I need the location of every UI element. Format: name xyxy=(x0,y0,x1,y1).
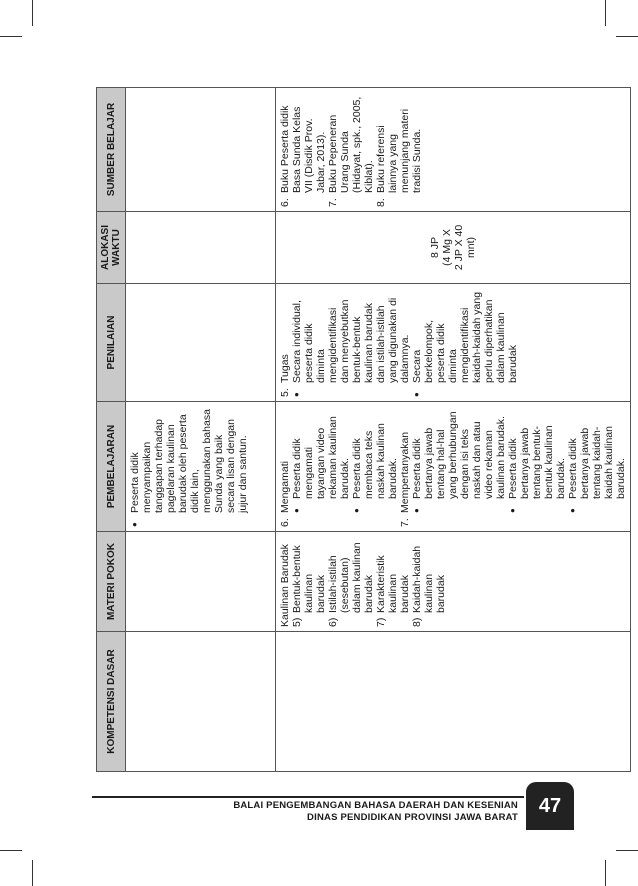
curriculum-table xyxy=(96,87,631,772)
materi-item: 5) Bentuk-bentuk kaulinan barudak xyxy=(291,545,327,627)
pembelajaran-bullet: ● Peserta didik menyampaikan tanggapan terhadap pagelaran kaulinan barudak oleh peserta didik lain, menggunakan bahasa Sunda yang baik secara lisan dengan jujur dan santun. xyxy=(129,406,249,527)
page-number: 47 xyxy=(526,782,574,830)
cell-kd-1 xyxy=(126,632,276,772)
crop-mark xyxy=(0,36,22,37)
header-materi-pokok: MATERI POKOK xyxy=(97,532,126,632)
crop-mark xyxy=(0,850,22,851)
crop-mark xyxy=(616,850,638,851)
curriculum-table-rotated xyxy=(96,88,627,772)
alokasi-line: 2 JP X 40 xyxy=(453,224,465,271)
cell-materi-1 xyxy=(126,532,276,632)
pembelajaran-bullet: ● Peserta didik bertanya jawab tentang kaidah-kaidah kaulinan barudak. xyxy=(567,406,627,513)
header-alokasi-waktu: ALOKASI WAKTU xyxy=(97,212,126,284)
cell-penilaian-1 xyxy=(126,284,276,402)
pembelajaran-step: 7. Mempertanyakan xyxy=(399,431,411,527)
cell-materi-2 xyxy=(276,532,631,632)
cell-pembelajaran-2 xyxy=(276,402,631,532)
pembelajaran-step: 6. Mengamati xyxy=(279,461,291,527)
header-kompetensi-dasar: KOMPETENSI DASAR xyxy=(97,632,126,772)
crop-mark xyxy=(32,860,33,886)
sumber-item: 8. Buku referensi lainnya yang menunjang materi tradisi Sunda. xyxy=(375,108,423,207)
cell-sumber-1 xyxy=(126,88,276,212)
cell-kd-2 xyxy=(276,632,631,772)
alokasi-line: 8 JP xyxy=(429,237,441,259)
table-row xyxy=(276,88,631,772)
penilaian-bullet: ● Secara berkelompok, peserta didik diminta mengidentifikasi kaidah-kaidah yang perlu diperhatikan dalam kaulinan barudak xyxy=(411,288,519,397)
materi-intro: Kaulinan Barudak xyxy=(279,544,291,627)
materi-item: 7) Karakteristik kaulinan barudak xyxy=(375,555,411,627)
materi-item: 8) Kaidah-kaidah kaulinan barudak xyxy=(411,545,447,627)
cell-alokasi-1 xyxy=(126,212,276,284)
alokasi-line: mnt) xyxy=(465,237,477,258)
footer-department: DINAS PENDIDIKAN PROVINSI JAWA BARAT xyxy=(307,812,518,823)
cell-penilaian-2 xyxy=(276,284,631,402)
penilaian-title: 5. Tugas xyxy=(279,354,291,397)
table-row xyxy=(126,88,276,772)
header-sumber-belajar: SUMBER BELAJAR xyxy=(97,88,126,212)
header-pembelajaran: PEMBELAJARAN xyxy=(97,402,126,532)
crop-mark xyxy=(605,0,606,26)
pembelajaran-bullet: ● Peserta didik membaca teks naskah kaulinan barudak. xyxy=(351,406,399,513)
alokasi-line: (4 Mg X xyxy=(441,229,453,266)
sumber-item: 7. Buku Pepeneran Urang Sunda (Hidayat, spk., 2005, Kiblat). xyxy=(327,96,375,207)
table-header-row xyxy=(97,88,126,772)
pembelajaran-bullet: ● Peserta didik mengamati tayangan video rekaman kaulinan barudak. xyxy=(291,406,351,513)
pembelajaran-bullet: ● Peserta didik bertanya jawab tentang hal-hal yang berhubungan dengan isi teks naskah dan atau video rekaman kaulinan barudak. xyxy=(411,406,507,513)
crop-mark xyxy=(32,0,33,26)
sumber-item: 6. Buku Peserta didik Basa Sunda Kelas VII (Disdik Prov. Jabar, 2013). xyxy=(279,105,327,207)
header-penilaian: PENILAIAN xyxy=(97,284,126,402)
footer-rule xyxy=(92,796,524,798)
penilaian-bullet: ● Secara individual, peserta didik diminta mengidentifikasi dan menyebutkan bentuk-bentuk kaulinan barudak dan istilah-istilah yang digunakan di dalamnya. xyxy=(291,288,411,397)
cell-alokasi-2 xyxy=(276,212,631,284)
pembelajaran-bullet: ● Peserta didik bertanya jawab tentang bentuk-bentuk kaulinan barudak. xyxy=(507,406,567,513)
footer-institution: BALAI PENGEMBANGAN BAHASA DAERAH DAN KESENIAN xyxy=(233,800,518,811)
cell-sumber-2 xyxy=(276,88,631,212)
crop-mark xyxy=(605,860,606,886)
materi-item: 6) Istilah-istilah (sesebutan) dalam kaulinan barudak xyxy=(327,542,375,627)
crop-mark xyxy=(616,36,638,37)
cell-pembelajaran-1 xyxy=(126,402,276,532)
